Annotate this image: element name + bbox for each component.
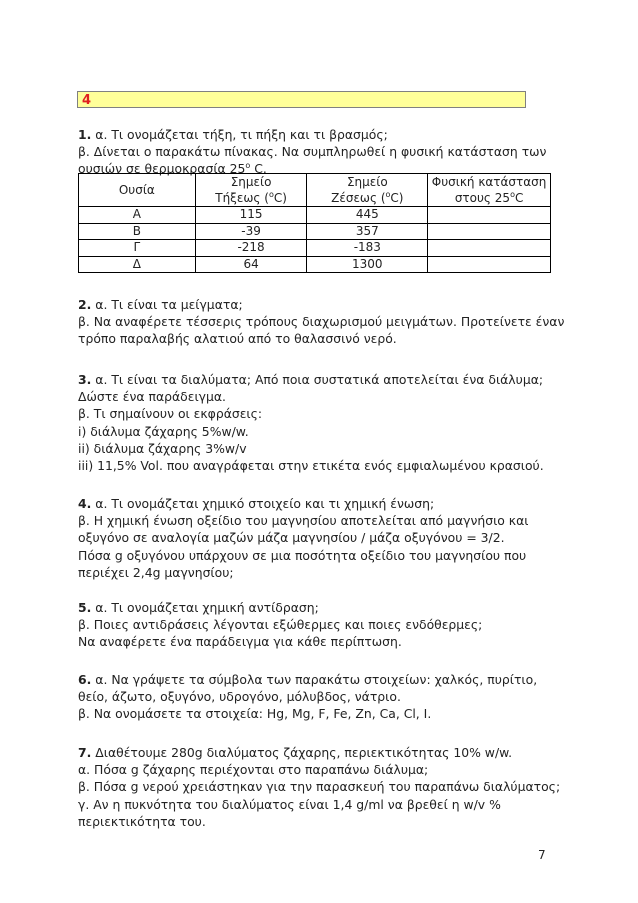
question-5-number: 5. (78, 600, 92, 615)
cell-state (428, 240, 551, 257)
header-melting-sup: o (268, 190, 274, 199)
page-number: 7 (538, 848, 546, 862)
question-3-line-1 (78, 371, 558, 388)
question-1-line-3-pre: ουσιών σε θερμοκρασία 25 (78, 161, 246, 177)
question-2-text-a: α. Τι είναι τα μείγματα; (91, 297, 243, 312)
table-row (79, 223, 551, 240)
question-7-line-2: α. Πόσα g ζάχαρης περιέχονται στο παραπάνω διάλυμα; (78, 762, 429, 778)
question-5-line-1 (78, 599, 558, 616)
header-boiling-line-1: Σημείο (346, 175, 388, 189)
header-state-line-1: Φυσική κατάσταση (431, 175, 547, 189)
question-4-line-2: β. Η χημική ένωση οξείδιο του μαγνησίου αποτελείται από μαγνήσιο και (78, 513, 529, 529)
header-substance-label: Ουσία (118, 183, 155, 197)
cell-substance: Γ (79, 240, 196, 257)
header-boiling-line-2 (307, 190, 427, 206)
question-3-line-4: i) διάλυμα ζάχαρης 5%w/w. (78, 423, 249, 439)
header-state-post: C (514, 191, 524, 205)
cell-melting: 64 (195, 256, 307, 273)
question-7-line-5: περιεκτικότητα του. (78, 813, 206, 829)
question-7-line-1 (78, 744, 558, 761)
question-6-line-1 (78, 671, 558, 688)
question-6-text-a: α. Να γράψετε τα σύμβολα των παρακάτω στοιχείων: χαλκός, πυρίτιο, (91, 672, 538, 687)
question-2-number: 2. (78, 297, 92, 312)
question-4-line-5: περιέχει 2,4g μαγνησίου; (78, 564, 234, 580)
cell-melting: -218 (195, 240, 307, 257)
cell-substance: Δ (79, 256, 196, 273)
question-3-line-5: ii) διάλυμα ζάχαρης 3%w/v (78, 440, 247, 456)
header-melting-line-2 (196, 190, 307, 206)
header-state (428, 174, 551, 207)
question-6-line-2: θείο, άζωτο, οξυγόνο, υδρογόνο, μόλυβδος, νάτριο. (78, 689, 401, 705)
question-1 (78, 126, 558, 178)
header-state-line-2 (428, 190, 550, 206)
question-4-text-a: α. Τι ονομάζεται χημικό στοιχείο και τι χημική ένωση; (91, 496, 435, 511)
cell-melting: 115 (195, 207, 307, 224)
question-5-line-3: Να αναφέρετε ένα παράδειγμα για κάθε περίπτωση. (78, 634, 402, 650)
table-row (79, 207, 551, 224)
cell-boiling: -183 (307, 240, 428, 257)
cell-state (428, 256, 551, 273)
question-2 (78, 296, 565, 348)
section-number: 4 (82, 93, 92, 108)
question-2-line-2: β. Να αναφέρετε τέσσερις τρόπους διαχωρισμού μειγμάτων. Προτείνετε έναν (78, 314, 565, 330)
question-1-line-1 (78, 126, 558, 143)
question-5-line-2: β. Ποιες αντιδράσεις λέγονται εξώθερμες και ποιες ενδόθερμες; (78, 617, 483, 633)
cell-melting: -39 (195, 223, 307, 240)
question-3-line-2: Δώστε ένα παράδειγμα. (78, 389, 226, 405)
question-7 (78, 744, 561, 830)
question-2-line-3: τρόπο παραλαβής αλατιού από το θαλασσινό νερό. (78, 331, 397, 347)
table-header-row (79, 174, 551, 207)
question-3-text-a: α. Τι είναι τα διαλύματα; Από ποια συστατικά αποτελείται ένα διάλυμα; (91, 372, 544, 387)
states-table (78, 173, 551, 273)
question-3-line-3: β. Τι σημαίνουν οι εκφράσεις: (78, 406, 263, 422)
table-row (79, 256, 551, 273)
cell-substance: Β (79, 223, 196, 240)
degree-sup: o (245, 161, 251, 171)
question-4-line-3: οξυγόνο σε αναλογία μαζών μάζα μαγνησίου / μάζα οξυγόνου = 3/2. (78, 530, 505, 546)
question-1-number: 1. (78, 127, 92, 142)
question-4-number: 4. (78, 496, 92, 511)
cell-state (428, 223, 551, 240)
question-7-text-a: Διαθέτουμε 280g διαλύματος ζάχαρης, περιεκτικότητας 10% w/w. (91, 745, 513, 760)
question-4-line-4: Πόσα g οξυγόνου υπάρχουν σε μια ποσότητα οξείδιο του μαγνησίου που (78, 547, 527, 563)
header-boiling-sup: o (385, 190, 391, 199)
question-3-number: 3. (78, 372, 92, 387)
question-1-line-3-post: C. (250, 161, 267, 177)
header-boiling (307, 174, 428, 207)
header-melting (195, 174, 307, 207)
question-5-text-a: α. Τι ονομάζεται χημική αντίδραση; (91, 600, 319, 615)
header-melting-line-1: Σημείο (230, 175, 272, 189)
question-5 (78, 599, 558, 651)
section-banner (77, 91, 526, 108)
cell-boiling: 357 (307, 223, 428, 240)
cell-boiling: 1300 (307, 256, 428, 273)
question-1-line-2: β. Δίνεται ο παρακάτω πίνακας. Να συμπληρωθεί η φυσική κατάσταση των (78, 144, 547, 160)
question-3-line-6: iii) 11,5% Vol. που αναγράφεται στην ετικέτα ενός εμφιαλωμένου κρασιού. (78, 457, 544, 473)
header-boiling-post: C) (390, 191, 404, 205)
question-3 (78, 371, 558, 474)
header-state-pre: στους 25 (454, 191, 511, 205)
table-row (79, 240, 551, 257)
question-4-line-1 (78, 495, 558, 512)
question-7-line-3: β. Πόσα g νερού χρειάστηκαν για την παρασκευή του παραπάνω διαλύματος; (78, 779, 561, 795)
header-state-sup: o (510, 190, 515, 199)
header-melting-post: C) (273, 191, 287, 205)
header-boiling-pre: Ζέσεως ( (331, 191, 386, 205)
cell-boiling: 445 (307, 207, 428, 224)
question-6-number: 6. (78, 672, 92, 687)
cell-substance: Α (79, 207, 196, 224)
question-6-line-3: β. Να ονομάσετε τα στοιχεία: Hg, Mg, F, Fe, Zn, Ca, Cl, I. (78, 706, 432, 722)
header-melting-pre: Τήξεως ( (215, 191, 269, 205)
question-1-text-a: α. Τι ονομάζεται τήξη, τι πήξη και τι βρασμός; (91, 127, 388, 142)
header-substance (79, 174, 196, 207)
cell-state (428, 207, 551, 224)
question-7-number: 7. (78, 745, 92, 760)
question-7-line-4: γ. Αν η πυκνότητα του διαλύματος είναι 1,4 g/ml να βρεθεί η w/v % (78, 796, 501, 812)
question-4 (78, 495, 558, 581)
question-6 (78, 671, 558, 723)
question-2-line-1 (78, 296, 558, 313)
